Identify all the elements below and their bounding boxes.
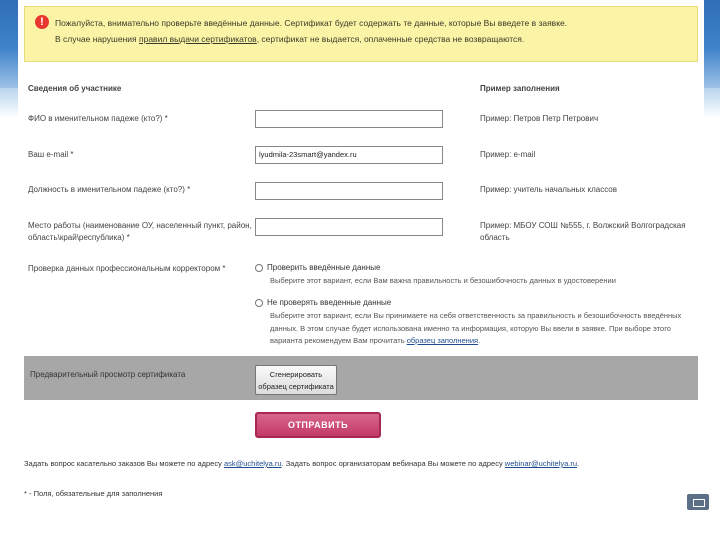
notice-line-2-pre: В случае нарушения — [55, 34, 139, 44]
workplace-input[interactable] — [255, 218, 443, 236]
generate-sample-button[interactable]: Сгенерировать образец сертификата — [255, 365, 337, 395]
contact-text-1: Задать вопрос касательно заказов Вы можете по адресу — [24, 459, 224, 468]
contact-text-3: . — [577, 459, 580, 468]
check-data-radio[interactable] — [255, 264, 263, 272]
notice-line-2-post: , сертификат не выдается, оплаченные средства не возвращаются. — [256, 34, 525, 44]
no-check-desc-end: . — [478, 336, 481, 345]
preview-label: Предварительный просмотр сертификата — [30, 370, 186, 379]
notice-line-1: Пожалуйста, внимательно проверьте введённые данные. Сертификат будет содержать те данные, которые Вы введете в заявке. — [55, 18, 568, 28]
no-check-desc-text: Выберите этот вариант, если Вы принимаете на себя ответственность за правильность и безошибочность введённых данных. В этом случае будет использована именно та информация, которую Вы ввели в заявке. При выборе этого варианта рекомендуем Вам прочитать — [270, 311, 682, 345]
position-input[interactable] — [255, 182, 443, 200]
warning-icon: ! — [35, 15, 49, 29]
position-example: Пример: учитель начальных классов — [480, 185, 617, 194]
slide-control-icon[interactable] — [687, 494, 709, 510]
participant-section-title: Сведения об участнике — [28, 84, 122, 93]
orders-email-link[interactable]: ask@uchitelya.ru — [223, 459, 282, 468]
workplace-example: Пример: МБОУ СОШ №555, г. Волжский Волгоградская область — [480, 221, 686, 242]
webinar-email-link[interactable]: webinar@uchitelya.ru — [504, 459, 578, 468]
submit-button[interactable]: ОТПРАВИТЬ — [255, 412, 381, 438]
correction-label: Проверка данных профессиональным корректором * — [28, 264, 226, 273]
no-check-option-title: Не проверять введенные данные — [267, 298, 392, 307]
contact-info — [24, 459, 579, 468]
example-section-title: Пример заполнения — [480, 84, 560, 93]
fio-label: ФИО в именительном падеже (кто?) * — [28, 114, 168, 123]
order-form — [18, 0, 704, 512]
email-label: Ваш e-mail * — [28, 150, 74, 159]
no-check-option-desc — [270, 310, 690, 348]
notice-line-2 — [55, 34, 524, 44]
email-example: Пример: e-mail — [480, 150, 536, 159]
certificate-rules-link[interactable]: правил выдачи сертификатов — [139, 34, 257, 44]
check-data-option-title: Проверить введённые данные — [267, 263, 381, 272]
position-label: Должность в именительном падеже (кто?) * — [28, 185, 191, 194]
contact-text-2: . Задать вопрос организаторам вебинара Вы можете по адресу — [281, 459, 505, 468]
sample-fill-link[interactable]: образец заполнения — [406, 336, 479, 345]
required-fields-note: * - Поля, обязательные для заполнения — [24, 489, 163, 498]
no-check-radio[interactable] — [255, 299, 263, 307]
workplace-label: Место работы (наименование ОУ, населенный пункт, район, область\край\республика) * — [28, 221, 252, 242]
fio-example: Пример: Петров Петр Петрович — [480, 114, 599, 123]
check-data-option-desc: Выберите этот вариант, если Вам важна правильность и безошибочность данных в удостоверении — [270, 276, 616, 285]
warning-notice — [24, 6, 698, 62]
email-input[interactable]: lyudmila-23smart@yandex.ru — [255, 146, 443, 164]
fio-input[interactable] — [255, 110, 443, 128]
